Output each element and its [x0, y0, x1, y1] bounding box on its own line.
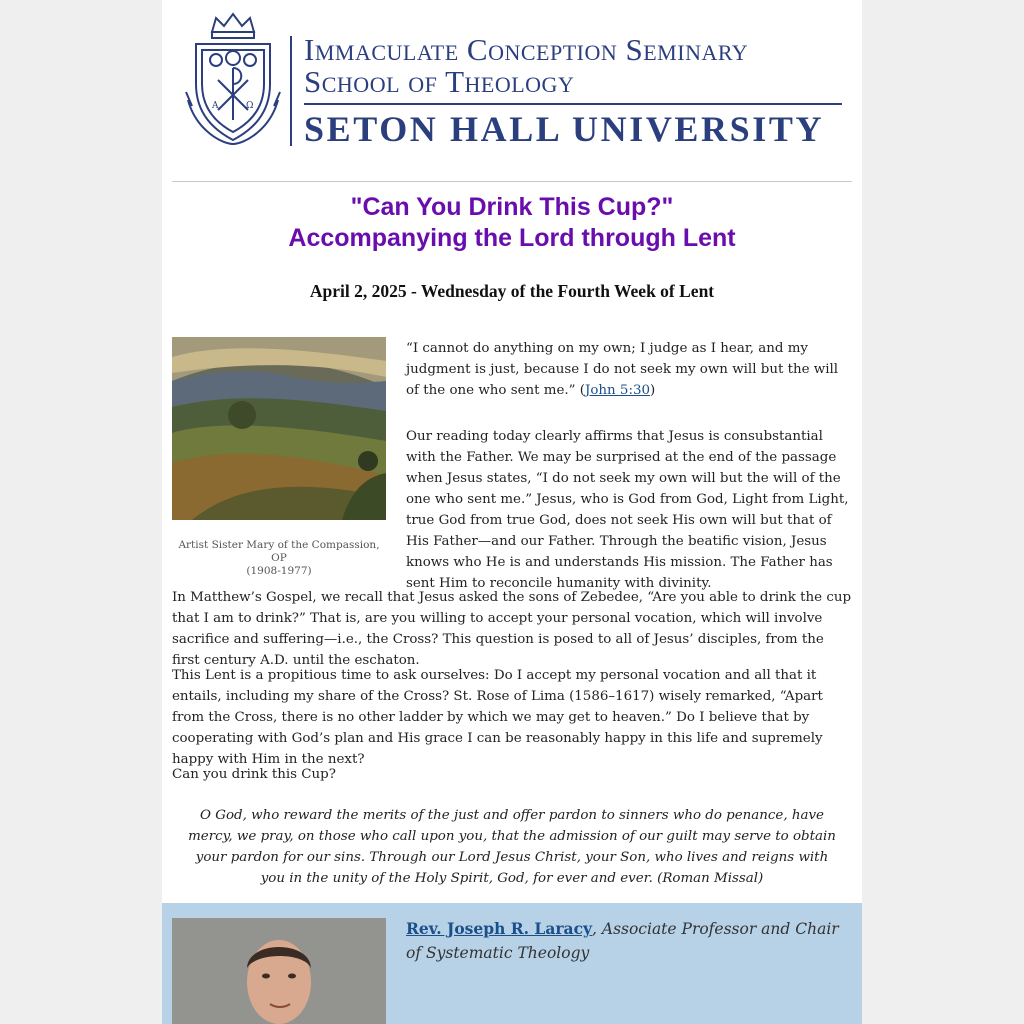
scripture-reference-link[interactable]: John 5:30: [585, 383, 651, 398]
caption-artist: Artist Sister Mary of the Compassion, OP: [178, 539, 380, 564]
header-divider-vertical: [290, 36, 292, 146]
reflection-date: April 2, 2025 - Wednesday of the Fourth Week of Lent: [309, 281, 715, 301]
header-divider-horizontal: [304, 103, 842, 105]
reflection-paragraph: Our reading today clearly affirms that Jesus is consubstantial with the Father. We may be surprised at the end of the passage when Jesus states, “I do not seek my own will but the will of the one who sent me.” Jesus, who is God from God, Light from Light, true God from true God, does not seek His own will but that of His Father—and our Father. Through the beatific vision, Jesus knows who He is and understands His mission. The Father has sent Him to reconcile humanity with divinity.: [406, 429, 849, 591]
header-seminary-name: Immaculate Conception Seminary: [304, 32, 749, 67]
author-section: [162, 903, 862, 1024]
header-banner: [162, 0, 862, 170]
header-school-name: School of Theology: [304, 64, 575, 99]
quote-text: “I cannot do anything on my own; I judge as I hear, and my judgment is just, because I do not seek my own will but the will of the one who sent me.” (: [406, 341, 839, 398]
painting-caption: [172, 539, 386, 578]
question-paragraph: Can you drink this Cup?: [172, 767, 336, 782]
author-credit: [406, 917, 846, 965]
author-title: , Associate Professor and Chair of Systematic Theology: [406, 920, 839, 962]
header-rule: [172, 181, 852, 182]
scripture-quote: [406, 338, 852, 401]
svg-text:Ω: Ω: [246, 101, 254, 111]
landscape-painting: [172, 337, 386, 520]
svg-text:A: A: [212, 101, 219, 111]
title-line-2: Accompanying the Lord through Lent: [288, 224, 736, 252]
caption-years: (1908-1977): [246, 565, 312, 577]
quote-close: ): [650, 383, 656, 398]
email-body: [162, 0, 862, 1024]
prayer-text: O God, who reward the merits of the just and offer pardon to sinners who do penance, have mercy, we pray, on those who call upon you, that the admission of our guilt may serve to obtain your pardon for our sins. Through our Lord Jesus Christ, your Son, who lives and reigns with you in the unity of the Holy Spirit, God, for ever and ever. (Roman Missal): [188, 808, 836, 886]
lent-paragraph: This Lent is a propitious time to ask ourselves: Do I accept my personal vocation and all that it entails, including my share of the Cross? St. Rose of Lima (1586–1617) wisely remarked, “Apart from the Cross, there is no other ladder by which we may get to heaven.” Do I believe that by cooperating with God’s plan and His grace I can be reasonably happy in this life and supremely happy with Him in the next?: [172, 668, 823, 767]
seminary-crest-icon: [182, 10, 284, 148]
author-portrait: [172, 918, 386, 1024]
header-university-name: SETON HALL UNIVERSITY: [304, 109, 825, 149]
matthew-paragraph: In Matthew’s Gospel, we recall that Jesus asked the sons of Zebedee, “Are you able to drink the cup that I am to drink?” That is, are you willing to accept your personal vocation, which will involve sacrifice and suffering—i.e., the Cross? This question is posed to all of Jesus’ disciples, from the first century A.D. until the eschaton.: [172, 590, 852, 668]
page-title: [162, 192, 862, 254]
title-line-1: "Can You Drink This Cup?": [350, 193, 674, 221]
author-name-link[interactable]: Rev. Joseph R. Laracy: [406, 919, 593, 938]
